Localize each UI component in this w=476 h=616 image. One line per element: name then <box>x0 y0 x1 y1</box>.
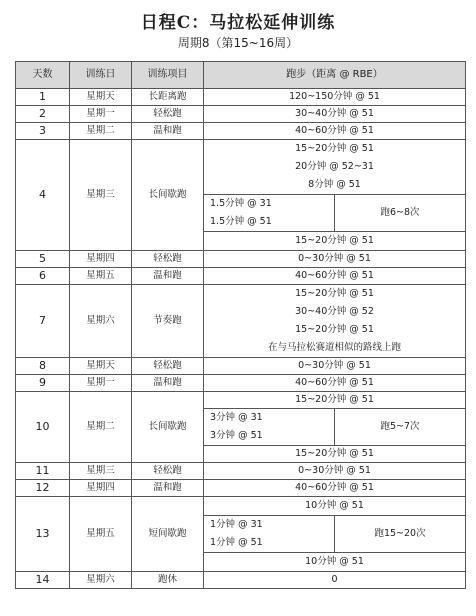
day-number: 12 <box>16 480 70 497</box>
run-detail: 0 <box>204 572 466 589</box>
interval-detail: 1.5分钟 @ 51 <box>204 213 335 232</box>
workout-type: 轻松跑 <box>132 106 204 123</box>
table-row <box>16 463 466 480</box>
weekday: 星期六 <box>70 572 132 589</box>
day-number: 4 <box>16 140 70 251</box>
run-detail: 10分钟 @ 51 <box>204 553 466 572</box>
table-row <box>16 89 466 106</box>
run-detail: 10分钟 @ 51 <box>204 497 466 516</box>
run-detail: 15~20分钟 @ 51 <box>204 446 466 463</box>
weekday: 星期五 <box>70 268 132 285</box>
weekday: 星期一 <box>70 106 132 123</box>
header-day: 天数 <box>16 62 70 89</box>
run-detail: 15~20分钟 @ 51 <box>204 232 466 251</box>
interval-detail: 1分钟 @ 31 <box>204 516 335 535</box>
workout-type: 长距离跑 <box>132 89 204 106</box>
interval-detail: 1.5分钟 @ 31 <box>204 195 335 214</box>
interval-detail: 3分钟 @ 51 <box>204 427 335 446</box>
day-number: 7 <box>16 285 70 358</box>
repeat-count: 跑15~20次 <box>335 516 466 553</box>
header-run: 跑步（距离 @ RBE） <box>204 62 466 89</box>
weekday: 星期四 <box>70 251 132 268</box>
day-number: 13 <box>16 497 70 572</box>
workout-type: 短间歇跑 <box>132 497 204 572</box>
weekday: 星期一 <box>70 375 132 392</box>
table-row <box>16 480 466 497</box>
weekday: 星期天 <box>70 89 132 106</box>
table-row <box>16 106 466 123</box>
weekday: 星期二 <box>70 392 132 463</box>
repeat-count: 跑6~8次 <box>335 195 466 232</box>
table-row <box>16 140 466 159</box>
run-detail: 40~60分钟 @ 51 <box>204 268 466 285</box>
run-detail: 0~30分钟 @ 51 <box>204 251 466 268</box>
run-detail: 0~30分钟 @ 51 <box>204 463 466 480</box>
repeat-count: 跑5~7次 <box>335 409 466 446</box>
day-number: 14 <box>16 572 70 589</box>
header-weekday: 训练日 <box>70 62 132 89</box>
weekday: 星期六 <box>70 285 132 358</box>
weekday: 星期四 <box>70 480 132 497</box>
table-row <box>16 375 466 392</box>
day-number: 11 <box>16 463 70 480</box>
header-type: 训练项目 <box>132 62 204 89</box>
workout-type: 温和跑 <box>132 480 204 497</box>
run-detail: 15~20分钟 @ 51 <box>204 321 466 339</box>
workout-type: 跑休 <box>132 572 204 589</box>
table-row <box>16 358 466 375</box>
run-detail: 40~60分钟 @ 51 <box>204 375 466 392</box>
table-header-row <box>16 62 466 89</box>
workout-type: 长间歇跑 <box>132 140 204 251</box>
run-detail: 40~60分钟 @ 51 <box>204 480 466 497</box>
run-detail: 8分钟 @ 51 <box>204 176 466 195</box>
table-row <box>16 572 466 589</box>
table-row <box>16 497 466 516</box>
interval-detail: 3分钟 @ 31 <box>204 409 335 428</box>
interval-detail: 1分钟 @ 51 <box>204 534 335 553</box>
workout-type: 温和跑 <box>132 375 204 392</box>
workout-type: 轻松跑 <box>132 358 204 375</box>
day-number: 6 <box>16 268 70 285</box>
workout-type: 温和跑 <box>132 123 204 140</box>
weekday: 星期三 <box>70 140 132 251</box>
workout-type: 长间歇跑 <box>132 392 204 463</box>
run-detail: 15~20分钟 @ 51 <box>204 285 466 304</box>
table-row <box>16 251 466 268</box>
training-schedule-table <box>15 61 466 589</box>
weekday: 星期天 <box>70 358 132 375</box>
workout-type: 轻松跑 <box>132 251 204 268</box>
workout-type: 轻松跑 <box>132 463 204 480</box>
table-row <box>16 268 466 285</box>
day-number: 8 <box>16 358 70 375</box>
table-row <box>16 123 466 140</box>
weekday: 星期二 <box>70 123 132 140</box>
page-title: 日程C：马拉松延伸训练 <box>140 13 336 33</box>
run-detail: 30~40分钟 @ 52 <box>204 303 466 321</box>
day-number: 10 <box>16 392 70 463</box>
table-row <box>16 285 466 304</box>
table-row <box>16 392 466 409</box>
day-number: 9 <box>16 375 70 392</box>
run-detail: 30~40分钟 @ 51 <box>204 106 466 123</box>
weekday: 星期五 <box>70 497 132 572</box>
run-detail: 40~60分钟 @ 51 <box>204 123 466 140</box>
run-detail: 120~150分钟 @ 51 <box>204 89 466 106</box>
run-detail: 15~20分钟 @ 51 <box>204 392 466 409</box>
workout-type: 节奏跑 <box>132 285 204 358</box>
weekday: 星期三 <box>70 463 132 480</box>
day-number: 3 <box>16 123 70 140</box>
run-detail: 20分钟 @ 52~31 <box>204 158 466 176</box>
workout-type: 温和跑 <box>132 268 204 285</box>
day-number: 1 <box>16 89 70 106</box>
page-subtitle: 周期8（第15~16周） <box>177 36 299 50</box>
run-detail: 15~20分钟 @ 51 <box>204 140 466 159</box>
run-note: 在与马拉松赛道相似的路线上跑 <box>204 339 466 358</box>
run-detail: 0~30分钟 @ 51 <box>204 358 466 375</box>
day-number: 2 <box>16 106 70 123</box>
day-number: 5 <box>16 251 70 268</box>
